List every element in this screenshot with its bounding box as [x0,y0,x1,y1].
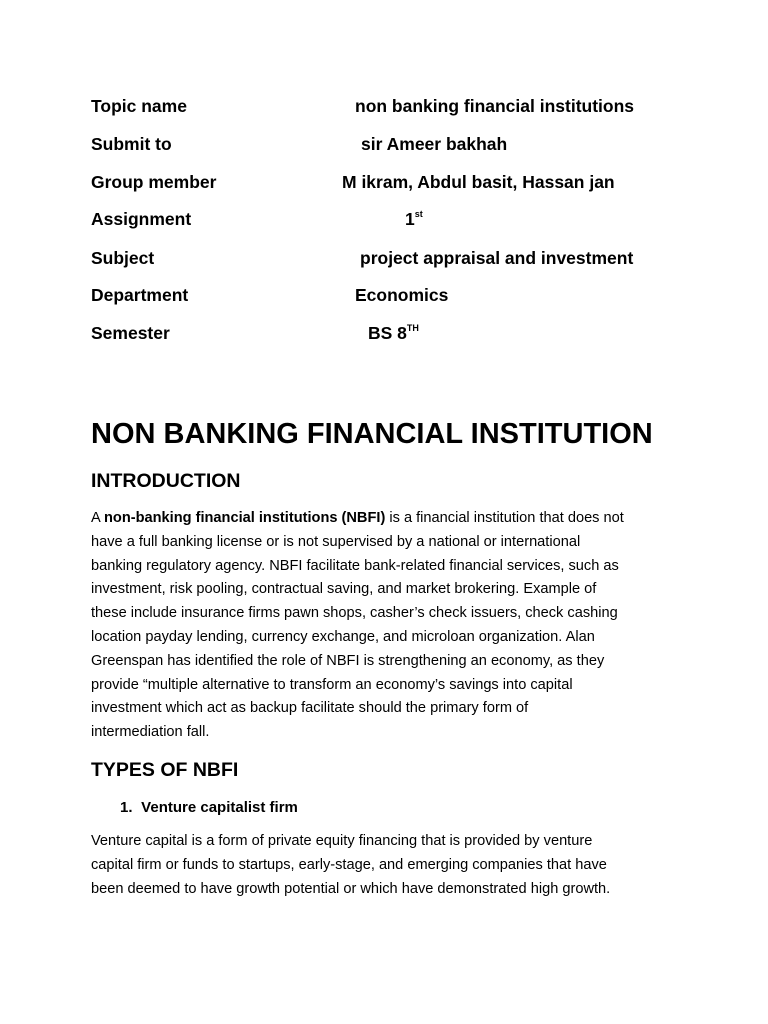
intro-heading: INTRODUCTION [91,470,241,492]
venture-paragraph [91,830,691,901]
info-value: non banking financial institutions [355,96,635,116]
intro-line: have a full banking license or is not supervised by a national or international [91,533,581,550]
venture-line: Venture capital is a form of private equity financing that is provided by venture [91,833,593,849]
intro-line [91,507,691,531]
info-label: Submit to [91,134,172,154]
info-value: M ikram, Abdul basit, Hassan jan [342,172,615,192]
info-value: Economics [355,285,449,305]
venture-line: been deemed to have growth potential or which have demonstrated high growth. [91,880,611,897]
intro-line: banking regulatory agency. NBFI facilitate bank-related financial services, such as [91,557,619,574]
semester-value: BS 8 [368,323,407,343]
intro-line: these include insurance firms pawn shops, casher’s check issuers, check cashing [91,605,618,622]
intro-term: non-banking financial institutions (NBFI) [103,510,386,526]
intro-line: Greenspan has identified the role of NBFI is strengthening an economy, as they [91,652,605,669]
info-label: Subject [91,248,155,268]
intro-line1-rest: is a financial institution that does not [385,510,624,526]
info-value: sir Ameer bakhah [361,134,508,154]
info-value: project appraisal and investment [360,248,634,268]
assignment-ordinal: st [414,209,423,219]
intro-line: investment which act as backup facilitate should the primary form of [91,700,529,717]
info-label: Assignment [91,209,192,229]
intro-lead: A [91,510,104,526]
info-label: Topic name [91,96,187,116]
info-label: Department [91,285,189,305]
list-item-venture-capitalist [120,797,298,819]
info-label: Group member [91,172,217,192]
list-item-title: Venture capitalist firm [141,799,298,816]
info-value [405,207,423,231]
assignment-number: 1 [405,209,415,229]
info-value [368,321,419,345]
document-title: NON BANKING FINANCIAL INSTITUTION [91,418,653,450]
types-heading: TYPES OF NBFI [91,759,239,781]
venture-line: capital firm or funds to startups, early-stage, and emerging companies that have [91,856,607,873]
intro-line: intermediation fall. [91,724,210,741]
intro-line: provide “multiple alternative to transform an economy’s savings into capital [91,676,573,693]
list-number: 1. [120,799,133,816]
intro-paragraph [91,507,691,745]
intro-line: location payday lending, currency exchange, and microloan organization. Alan [91,628,595,645]
semester-ordinal: TH [406,323,419,333]
info-label: Semester [91,323,170,343]
intro-line: investment, risk pooling, contractual saving, and market brokering. Example of [91,581,597,598]
